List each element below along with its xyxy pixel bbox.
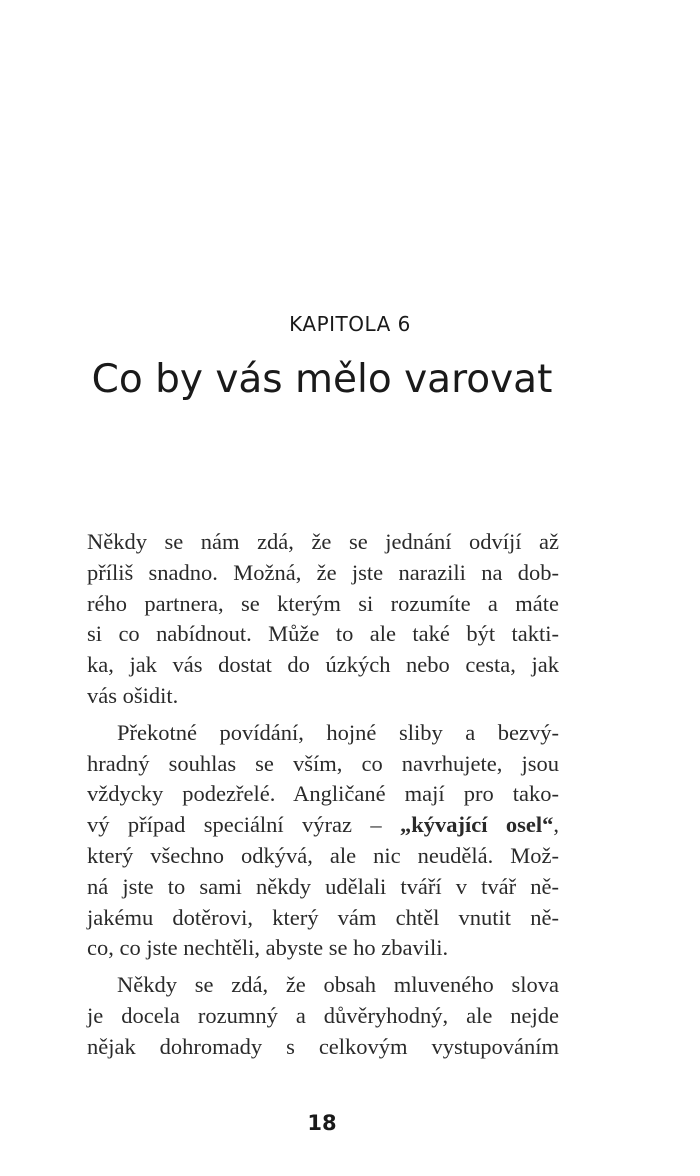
body-text (87, 527, 559, 1063)
text-line: vás ošidit. (87, 682, 179, 708)
text-line: hradný souhlas se vším, co navrhujete, jsou (87, 750, 559, 776)
text-line: jakému dotěrovi, který vám chtěl vnutit ně- (87, 904, 559, 930)
text-line: Někdy se zdá, že obsah mluveného slova (117, 972, 559, 998)
paragraph-3 (87, 970, 559, 1062)
text-line: ná jste to sami někdy udělali tváří v tvář ně- (87, 873, 559, 899)
text-line: příliš snadno. Možná, že jste narazili na dob- (87, 559, 559, 585)
text-line: vždycky podezřelé. Angličané mají pro tako- (87, 781, 559, 807)
text-line: nějak dohromady s celkovým vystupováním (87, 1033, 559, 1059)
emphasis-after: , (553, 812, 559, 838)
text-line: si co nabídnout. Může to ale také být takti- (87, 621, 559, 647)
page-number: 18 (307, 1111, 337, 1135)
chapter-title: Co by vás mělo varovat (91, 357, 553, 402)
text-line: Někdy se nám zdá, že se jednání odvíjí až (87, 529, 559, 554)
text-line: ka, jak vás dostat do úzkých nebo cesta, jak (87, 652, 559, 678)
paragraph-2 (87, 718, 559, 964)
emphasis-term: „kývající osel“ (400, 812, 554, 838)
paragraph-1 (87, 527, 559, 712)
chapter-label: KAPITOLA 6 (289, 312, 411, 336)
text-line: je docela rozumný a důvěryhodný, ale nejde (87, 1002, 559, 1028)
text-line: rého partnera, se kterým si rozumíte a máte (87, 590, 559, 616)
text-line: co, co jste nechtěli, abyste se ho zbavili. (87, 935, 449, 961)
emphasis-before: vý případ speciální výraz – (87, 812, 401, 838)
text-line: Překotné povídání, hojné sliby a bezvý- (117, 719, 559, 745)
text-line-emphasis (87, 810, 559, 841)
text-line: který všechno odkývá, ale nic neudělá. Mož- (87, 842, 559, 868)
